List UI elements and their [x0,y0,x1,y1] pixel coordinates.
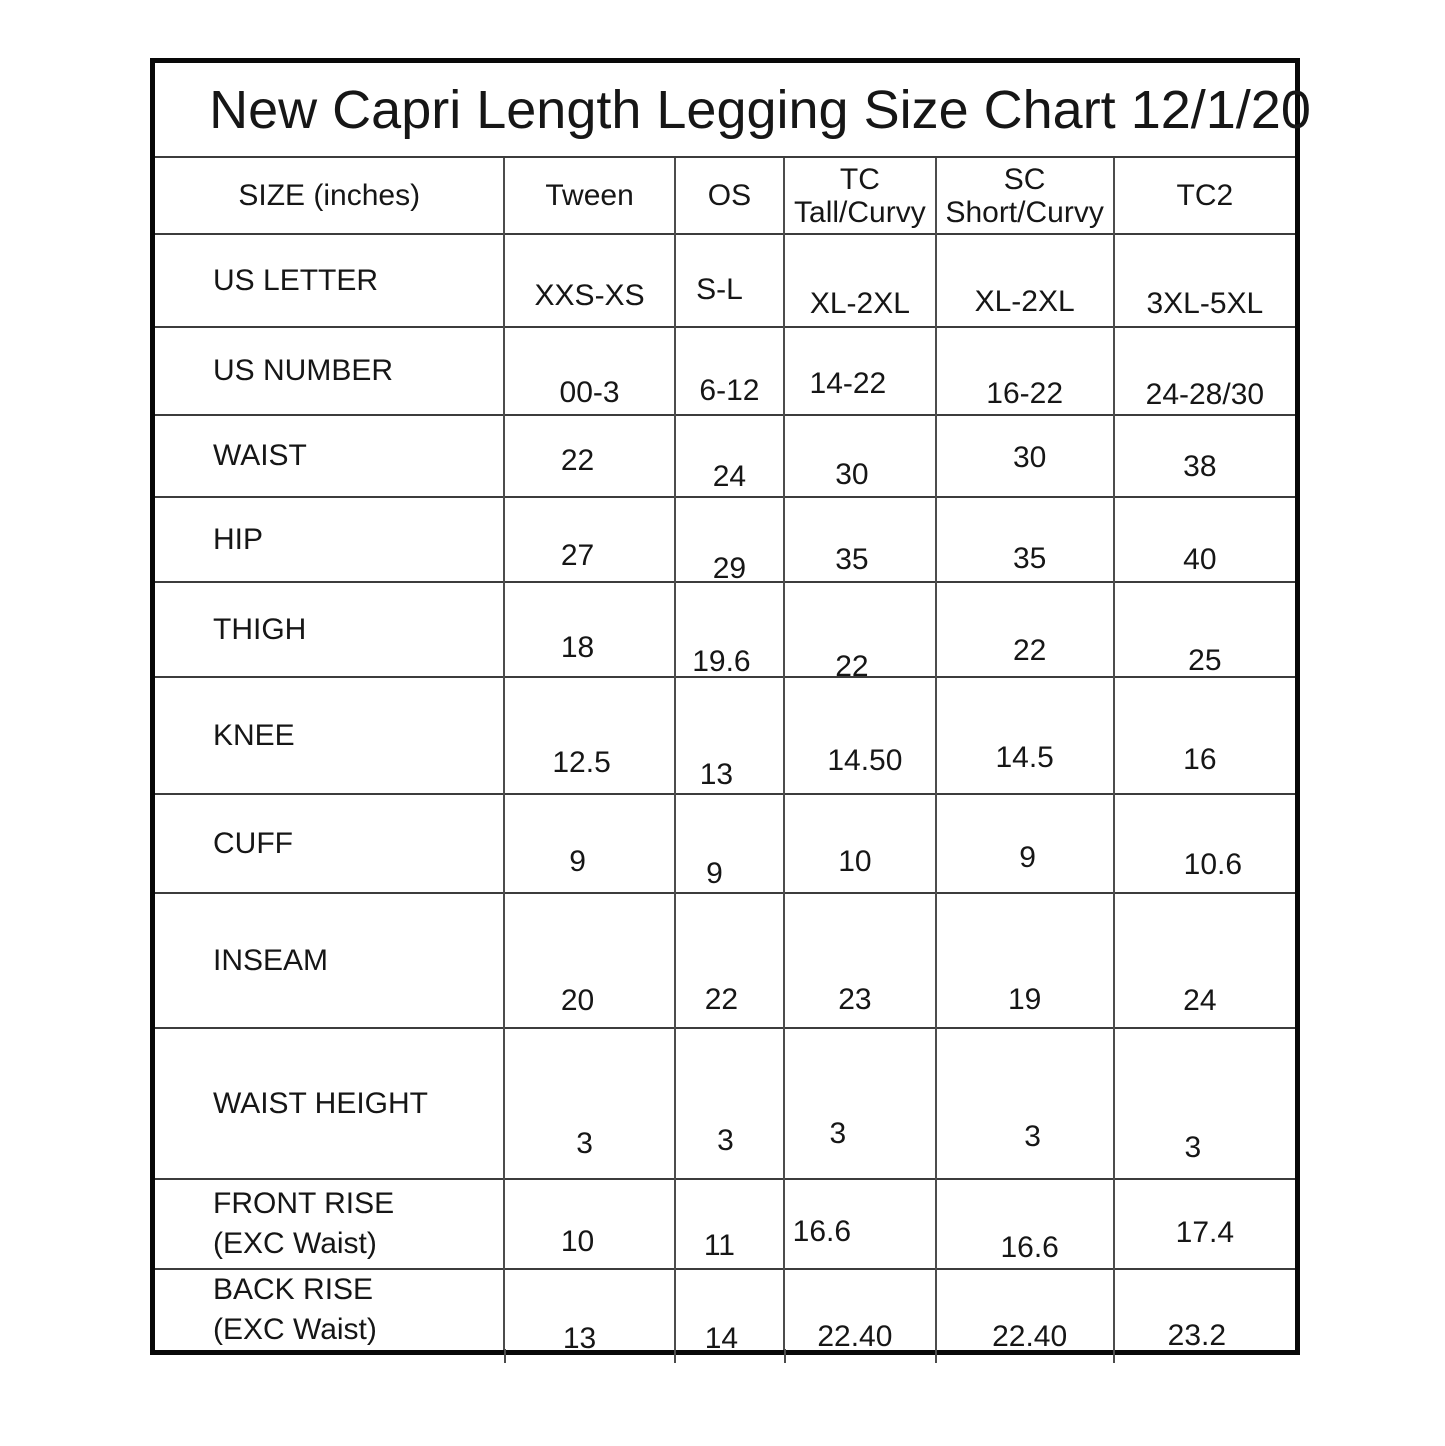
size-table [155,158,1295,1355]
cell-value: 22 [560,444,595,477]
cell [675,1269,785,1355]
cell-value: 30 [1012,441,1047,474]
row-label: FRONT RISE (EXC Waist) [213,1187,395,1260]
cell-value: 23 [838,982,872,1016]
cell [675,794,785,893]
cell-value: 13 [562,1322,597,1355]
table-row [155,497,1295,582]
cell [784,1028,935,1179]
cell [1114,794,1295,893]
row-label: WAIST [213,439,307,472]
cell [1114,1179,1295,1269]
table-row [155,415,1295,497]
cell-value: 35 [1012,541,1047,575]
cell-value: 40 [1183,542,1217,576]
cell [504,893,674,1028]
cell-value: 30 [835,458,869,491]
cell-value: 3 [1184,1130,1202,1164]
column-line-stub [504,1349,506,1363]
cell [784,497,935,582]
col-header-tween: Tween [504,158,674,234]
cell [784,677,935,794]
cell-value: 14 [704,1322,739,1355]
cell [675,893,785,1028]
cell-value: 11 [703,1229,735,1262]
cell-value: 22 [704,982,739,1016]
cell [936,677,1114,794]
cell [504,1269,674,1355]
table-row [155,1028,1295,1179]
cell [504,415,674,497]
cell [936,893,1114,1028]
table-row [155,794,1295,893]
cell-value: 16 [1183,742,1217,776]
cell-value: 6-12 [699,374,760,407]
cell [784,893,935,1028]
cell [1114,234,1295,327]
row-label: HIP [213,522,264,556]
cell [936,582,1114,677]
cell [1114,1028,1295,1179]
cell-value: 3 [576,1126,593,1160]
cell [675,582,785,677]
table-row [155,234,1295,327]
cell-value: 3 [829,1116,847,1150]
column-line-stub [1113,1349,1115,1363]
cell [784,1179,935,1269]
column-line-stub [935,1349,937,1363]
cell [1114,327,1295,415]
table-row [155,677,1295,794]
col-header-tc2: TC2 [1114,158,1295,234]
cell-value: 10 [838,844,872,878]
cell-value: 19 [1007,982,1042,1016]
cell-value: 27 [560,538,595,572]
col-header-tc: TC Tall/Curvy [784,158,935,234]
cell [784,415,935,497]
cell-value: 17.4 [1175,1216,1235,1249]
cell-value: 20 [560,983,595,1017]
cell-value: 14-22 [809,367,887,400]
cell [784,327,935,415]
table-row [155,1269,1295,1350]
table-row [155,327,1295,415]
cell-value: 16-22 [986,377,1064,410]
col-header-size: SIZE (inches) [238,179,421,212]
cell [504,497,674,582]
cell-value: 9 [569,844,586,878]
table-row [155,582,1295,677]
col-header-sc: SC Short/Curvy [936,158,1114,234]
cell-value: 22 [835,649,869,683]
row-label: US NUMBER [213,354,394,387]
row-label: WAIST HEIGHT [213,1086,429,1120]
cell-value: XXS-XS [534,278,645,312]
cell [1114,1269,1295,1350]
cell-value: 14.50 [827,743,903,777]
cell [504,794,674,893]
cell-value: 18 [560,630,595,664]
cell-value: 12.5 [552,745,611,779]
cell-value: 24 [712,460,747,493]
cell-value: 00-3 [559,376,620,409]
row-label: KNEE [213,718,295,752]
cell [504,582,674,677]
cell [784,234,935,327]
size-table-header [155,158,1295,234]
cell [675,1179,785,1269]
cell-value: 16.6 [792,1215,852,1248]
cell [1114,497,1295,582]
size-table-body [155,234,1295,1355]
cell [936,497,1114,582]
cell [504,234,674,327]
cell-value: 19.6 [692,644,751,678]
cell [936,1179,1114,1269]
cell [675,677,785,794]
cell [675,1028,785,1179]
chart-title-row [155,63,1311,158]
cell-value: XL-2XL [809,286,910,320]
row-label: US LETTER [213,263,379,297]
cell-value: 25 [1188,643,1222,677]
cell [504,1028,674,1179]
cell [936,234,1114,327]
cell [936,327,1114,415]
cell [936,1269,1114,1353]
cell [675,327,785,415]
cell-value: 13 [699,757,734,791]
cell [936,1028,1114,1179]
cell-value: 22.40 [817,1320,893,1353]
cell [1114,415,1295,497]
cell [504,1179,674,1269]
column-line-stub [784,1349,786,1363]
chart-title: New Capri Length Legging Size Chart 12/1/20 [209,79,1311,140]
cell [784,794,935,893]
cell [1114,677,1295,794]
cell-value: 22.40 [992,1320,1068,1353]
cell-value: 35 [835,542,869,576]
cell-value: 10 [560,1225,595,1258]
row-label: CUFF [213,826,293,860]
cell [1114,893,1295,1028]
table-row [155,893,1295,1028]
header-row [155,158,1295,234]
cell-value: 3XL-5XL [1146,286,1264,320]
col-header-os: OS [675,158,785,234]
cell [504,677,674,794]
column-line-stub [674,1349,676,1363]
row-label: THIGH [213,612,307,646]
cell-value: XL-2XL [974,284,1075,318]
cell-value: 3 [717,1123,734,1157]
cell [675,234,785,327]
cell-value: 16.6 [1000,1231,1059,1264]
cell-value: 9 [706,856,723,890]
cell-value: 22 [1012,633,1047,667]
cell-value: 24 [1183,983,1217,1017]
cell [675,497,785,585]
cell [784,582,935,683]
cell [936,415,1114,497]
cell-value: 3 [1024,1119,1041,1153]
cell-value: S-L [696,272,743,306]
cell [504,327,674,415]
cell-value: 14.5 [995,740,1054,774]
cell-value: 24-28/30 [1145,378,1265,411]
cell [784,1269,935,1353]
cell-value: 23.2 [1167,1319,1227,1352]
cell [936,794,1114,893]
cell [1114,582,1295,677]
cell-value: 38 [1183,450,1217,483]
table-row [155,1179,1295,1269]
cell [675,415,785,497]
size-chart [150,58,1311,1355]
row-label: INSEAM [213,943,329,977]
cell-value: 29 [712,551,747,585]
cell-value: 10.6 [1183,847,1243,881]
cell-value: 9 [1019,840,1036,874]
row-label: BACK RISE (EXC Waist) [213,1273,377,1346]
